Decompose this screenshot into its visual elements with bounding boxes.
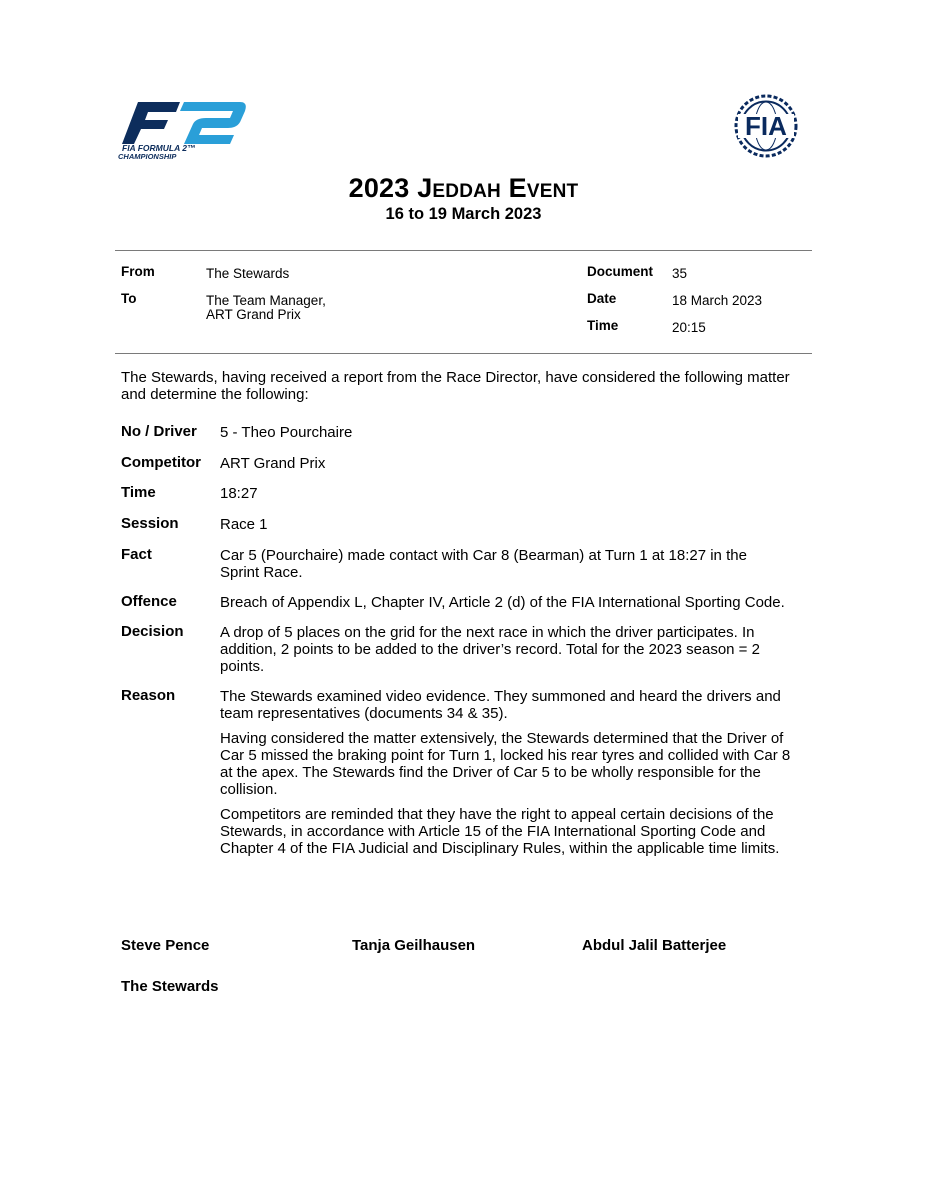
time-label: Time (587, 318, 619, 333)
to-value-line2: ART Grand Prix (206, 307, 301, 322)
fact-value: Car 5 (Pourchaire) made contact with Car 8 (Bearman) at Turn 1 at 18:27 in the Sprint Race. (220, 547, 747, 581)
document-subtitle: 16 to 19 March 2023 (385, 205, 542, 223)
f2-logo-line2: CHAMPIONSHIP (118, 152, 177, 160)
to-label: To (121, 291, 137, 306)
decision-value: A drop of 5 places on the grid for the next race in which the driver participates. In addition, 2 points to be added to the driver’s record. Total for the 2023 season = 2 points. (220, 624, 760, 675)
document-value: 35 (672, 266, 688, 281)
date-label: Date (587, 291, 617, 306)
fia-logo (718, 94, 814, 158)
reason-label: Reason (121, 687, 176, 704)
to-value-line1: The Team Manager, (206, 293, 326, 308)
offence-value: Breach of Appendix L, Chapter IV, Article 2 (d) of the FIA International Sporting Code. (220, 594, 785, 611)
offence-label: Offence (121, 593, 177, 610)
reason-value (220, 688, 805, 865)
header-bottom-divider (115, 353, 812, 354)
document-label: Document (587, 264, 654, 279)
date-value: 18 March 2023 (672, 293, 763, 308)
reason-paragraph-1: The Stewards examined video evidence. They summoned and heard the drivers and team representatives (documents 34 & 35). (220, 688, 781, 722)
fact-label: Fact (121, 546, 152, 563)
steward-signature-1: Steve Pence (121, 937, 210, 954)
fia-logo-text: FIA (745, 111, 787, 141)
f2-logo-line1: FIA FORMULA 2™ (122, 143, 196, 153)
from-value: The Stewards (206, 266, 290, 281)
time-value: 20:15 (672, 320, 706, 335)
stewards-footer: The Stewards (121, 978, 219, 995)
competitor-label: Competitor (121, 454, 201, 471)
header-top-divider (115, 250, 812, 251)
document-title: 2023 Jeddah Event (348, 173, 579, 203)
from-label: From (121, 264, 155, 279)
decision-label: Decision (121, 623, 184, 640)
session-value: Race 1 (220, 516, 268, 533)
incident-time-label: Time (121, 484, 156, 501)
session-label: Session (121, 515, 179, 532)
reason-paragraph-2: Having considered the matter extensively, the Stewards determined that the Driver of Car 5 missed the braking point for Turn 1, locked his rear tyres and collided with Car 8 at the apex. The Stewards find the Driver of Car 5 to be wholly responsible for the collision. (220, 730, 791, 798)
steward-signature-3: Abdul Jalil Batterjee (582, 937, 727, 954)
driver-label: No / Driver (121, 423, 197, 440)
driver-value: 5 - Theo Pourchaire (220, 424, 353, 441)
competitor-value: ART Grand Prix (220, 455, 326, 472)
reason-paragraph-3: Competitors are reminded that they have the right to appeal certain decisions of the Stewards, in accordance with Article 15 of the FIA International Sporting Code and Chapter 4 of the FIA Judicial and Disciplinary Rules, within the applicable time limits. (220, 806, 780, 857)
incident-time-value: 18:27 (220, 485, 258, 502)
intro-paragraph: The Stewards, having received a report from the Race Director, have considered the following matter and determine the following: (121, 369, 790, 403)
f2-championship-logo (116, 98, 256, 160)
steward-signature-2: Tanja Geilhausen (352, 937, 476, 954)
